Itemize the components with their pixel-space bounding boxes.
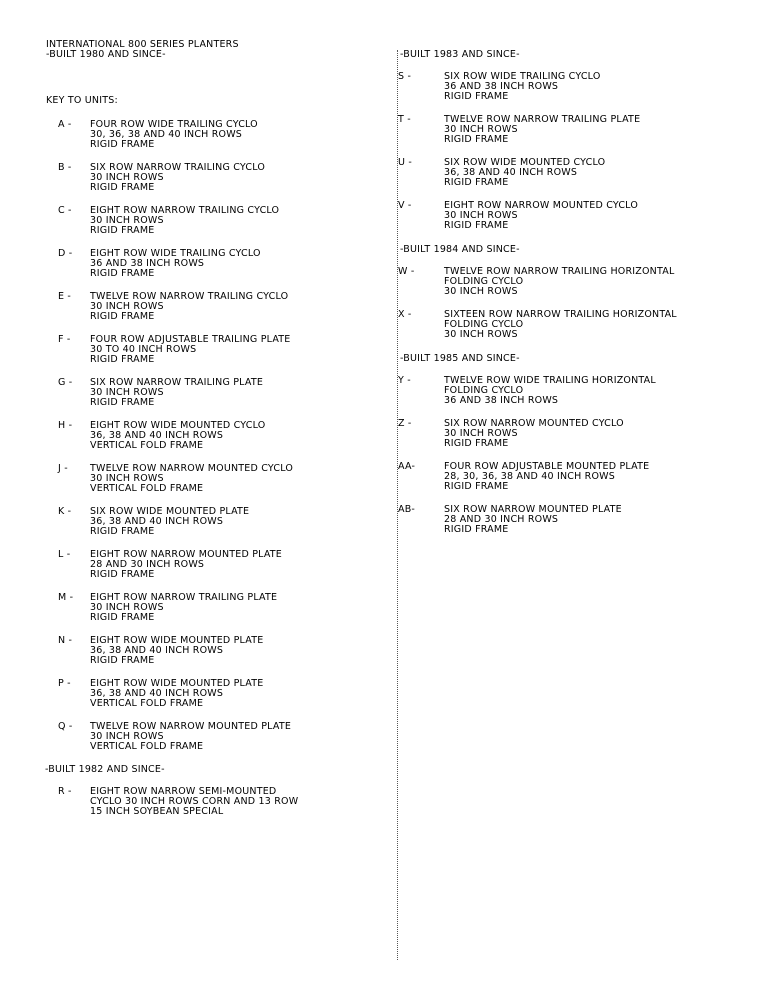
key-heading: KEY TO UNITS: (46, 95, 118, 106)
unit-code: H - (58, 420, 73, 431)
unit-detail: 36, 38 AND 40 INCH ROWS (90, 430, 224, 441)
unit-description: FOUR ROW WIDE TRAILING CYCLO (90, 119, 258, 130)
section-1982-units (46, 787, 376, 817)
unit-detail: 15 INCH SOYBEAN SPECIAL (90, 806, 224, 817)
unit-description: EIGHT ROW NARROW SEMI-MOUNTED (90, 786, 277, 797)
unit-description: EIGHT ROW NARROW TRAILING CYCLO (90, 205, 280, 216)
unit-code: L - (58, 549, 71, 560)
section-units (398, 72, 768, 231)
unit-code: G - (58, 377, 73, 388)
unit-detail: 30 INCH ROWS (90, 473, 164, 484)
unit-detail: RIGID FRAME (444, 481, 509, 492)
unit-detail: RIGID FRAME (444, 438, 509, 449)
unit-code: D - (58, 248, 73, 259)
unit-detail: 36, 38 AND 40 INCH ROWS (90, 688, 224, 699)
unit-detail: FOLDING CYCLO (444, 385, 524, 396)
unit-detail: RIGID FRAME (90, 397, 155, 408)
left-unit-list (46, 120, 376, 752)
unit-description: SIX ROW NARROW TRAILING PLATE (90, 377, 264, 388)
unit-entry (46, 550, 376, 580)
unit-detail: RIGID FRAME (90, 182, 155, 193)
section-label: -BUILT 1983 AND SINCE- (400, 49, 520, 60)
unit-entry (46, 679, 376, 709)
unit-detail: 28 AND 30 INCH ROWS (444, 514, 559, 525)
section-units (398, 267, 768, 340)
unit-description: EIGHT ROW WIDE MOUNTED CYCLO (90, 420, 266, 431)
right-section-list (398, 50, 768, 535)
unit-detail: 30, 36, 38 AND 40 INCH ROWS (90, 129, 243, 140)
unit-detail: RIGID FRAME (444, 524, 509, 535)
unit-code: Z - (398, 418, 412, 429)
unit-entry (46, 378, 376, 408)
document-title: INTERNATIONAL 800 SERIES PLANTERS (46, 39, 239, 50)
unit-detail: RIGID FRAME (90, 311, 155, 322)
unit-description: SIX ROW NARROW MOUNTED PLATE (444, 504, 622, 515)
unit-entry (46, 120, 376, 150)
unit-entry (46, 206, 376, 236)
unit-detail: 36, 38 AND 40 INCH ROWS (90, 516, 224, 527)
unit-code: S - (398, 71, 412, 82)
unit-description: SIX ROW WIDE TRAILING CYCLO (444, 71, 601, 82)
unit-detail: 30 INCH ROWS (444, 329, 518, 340)
unit-code: E - (58, 291, 72, 302)
unit-detail: VERTICAL FOLD FRAME (90, 440, 204, 451)
unit-detail: RIGID FRAME (444, 220, 509, 231)
page-header (46, 40, 239, 60)
unit-code: U - (398, 157, 413, 168)
unit-code: J - (58, 463, 68, 474)
unit-description: TWELVE ROW NARROW MOUNTED PLATE (90, 721, 292, 732)
unit-code: K - (58, 506, 72, 517)
unit-entry (46, 163, 376, 193)
unit-description: FOUR ROW ADJUSTABLE TRAILING PLATE (90, 334, 291, 345)
unit-description: TWELVE ROW NARROW TRAILING CYCLO (90, 291, 289, 302)
unit-entry (398, 505, 768, 535)
unit-description: EIGHT ROW WIDE TRAILING CYCLO (90, 248, 261, 259)
unit-detail: RIGID FRAME (90, 612, 155, 623)
unit-code: C - (58, 205, 72, 216)
unit-detail: RIGID FRAME (90, 268, 155, 279)
unit-detail: VERTICAL FOLD FRAME (90, 698, 204, 709)
unit-detail: VERTICAL FOLD FRAME (90, 483, 204, 494)
unit-code: Q - (58, 721, 73, 732)
right-column (398, 50, 768, 549)
section-1982 (46, 765, 376, 817)
unit-detail: RIGID FRAME (90, 655, 155, 666)
unit-detail: RIGID FRAME (90, 139, 155, 150)
section-units (398, 376, 768, 535)
unit-description: SIX ROW WIDE MOUNTED CYCLO (444, 157, 606, 168)
unit-description: EIGHT ROW NARROW MOUNTED PLATE (90, 549, 283, 560)
unit-entry (398, 310, 768, 340)
unit-detail: 30 INCH ROWS (444, 210, 518, 221)
unit-code: N - (58, 635, 73, 646)
unit-code: X - (398, 309, 412, 320)
built-section (398, 354, 768, 535)
unit-detail: 28 AND 30 INCH ROWS (90, 559, 205, 570)
unit-description: SIXTEEN ROW NARROW TRAILING HORIZONTAL (444, 309, 677, 320)
unit-detail: RIGID FRAME (90, 526, 155, 537)
unit-description: TWELVE ROW WIDE TRAILING HORIZONTAL (444, 375, 656, 386)
unit-description: TWELVE ROW NARROW MOUNTED CYCLO (90, 463, 294, 474)
unit-entry (46, 636, 376, 666)
unit-entry (398, 115, 768, 145)
unit-entry (398, 462, 768, 492)
unit-detail: RIGID FRAME (444, 177, 509, 188)
unit-detail: 36 AND 38 INCH ROWS (90, 258, 205, 269)
unit-code: Y - (398, 375, 411, 386)
unit-code: M - (58, 592, 74, 603)
unit-detail: 30 INCH ROWS (90, 301, 164, 312)
unit-code: AA- (398, 461, 416, 472)
unit-detail: 36, 38 AND 40 INCH ROWS (90, 645, 224, 656)
unit-description: FOUR ROW ADJUSTABLE MOUNTED PLATE (444, 461, 650, 472)
unit-detail: 30 INCH ROWS (90, 387, 164, 398)
unit-detail: 36, 38 AND 40 INCH ROWS (444, 167, 578, 178)
unit-code: P - (58, 678, 71, 689)
unit-code: B - (58, 162, 72, 173)
unit-detail: CYCLO 30 INCH ROWS CORN AND 13 ROW (90, 796, 299, 807)
unit-description: EIGHT ROW WIDE MOUNTED PLATE (90, 678, 264, 689)
unit-detail: FOLDING CYCLO (444, 319, 524, 330)
unit-description: EIGHT ROW WIDE MOUNTED PLATE (90, 635, 264, 646)
unit-detail: RIGID FRAME (444, 91, 509, 102)
unit-entry (398, 72, 768, 102)
unit-detail: 36 AND 38 INCH ROWS (444, 395, 559, 406)
unit-code: T - (398, 114, 411, 125)
unit-detail: 30 INCH ROWS (444, 428, 518, 439)
unit-detail: 30 INCH ROWS (444, 286, 518, 297)
unit-entry (46, 593, 376, 623)
unit-detail: 30 INCH ROWS (90, 602, 164, 613)
unit-detail: 30 INCH ROWS (90, 731, 164, 742)
unit-detail: RIGID FRAME (90, 569, 155, 580)
section-label: -BUILT 1984 AND SINCE- (400, 244, 520, 255)
left-column (46, 120, 376, 830)
unit-description: SIX ROW WIDE MOUNTED PLATE (90, 506, 250, 517)
unit-code: V - (398, 200, 412, 211)
unit-description: EIGHT ROW NARROW TRAILING PLATE (90, 592, 278, 603)
unit-description: SIX ROW NARROW TRAILING CYCLO (90, 162, 266, 173)
unit-entry (398, 267, 768, 297)
unit-entry (46, 249, 376, 279)
unit-detail: RIGID FRAME (90, 225, 155, 236)
unit-code: W - (398, 266, 415, 277)
unit-detail: 30 INCH ROWS (90, 172, 164, 183)
section-label: -BUILT 1982 AND SINCE- (45, 764, 165, 775)
unit-entry (398, 201, 768, 231)
unit-code: AB- (398, 504, 416, 515)
unit-description: SIX ROW NARROW MOUNTED CYCLO (444, 418, 624, 429)
unit-code: R - (58, 786, 72, 797)
unit-entry (46, 292, 376, 322)
unit-description: TWELVE ROW NARROW TRAILING PLATE (444, 114, 641, 125)
unit-detail: RIGID FRAME (90, 354, 155, 365)
unit-entry (398, 158, 768, 188)
unit-entry (46, 507, 376, 537)
unit-description: TWELVE ROW NARROW TRAILING HORIZONTAL (444, 266, 675, 277)
unit-description: EIGHT ROW NARROW MOUNTED CYCLO (444, 200, 639, 211)
built-section (398, 245, 768, 340)
unit-code: F - (58, 334, 71, 345)
unit-detail: RIGID FRAME (444, 134, 509, 145)
unit-entry (398, 376, 768, 406)
built-section (398, 50, 768, 231)
unit-detail: 28, 30, 36, 38 AND 40 INCH ROWS (444, 471, 615, 482)
unit-entry (46, 787, 376, 817)
unit-entry (398, 419, 768, 449)
unit-entry (46, 421, 376, 451)
unit-detail: 36 AND 38 INCH ROWS (444, 81, 559, 92)
unit-entry (46, 464, 376, 494)
unit-entry (46, 335, 376, 365)
built-1980-label: -BUILT 1980 AND SINCE- (46, 49, 166, 60)
unit-detail: 30 TO 40 INCH ROWS (90, 344, 197, 355)
section-label: -BUILT 1985 AND SINCE- (400, 353, 520, 364)
unit-code: A - (58, 119, 72, 130)
unit-detail: 30 INCH ROWS (90, 215, 164, 226)
unit-detail: FOLDING CYCLO (444, 276, 524, 287)
unit-entry (46, 722, 376, 752)
unit-detail: 30 INCH ROWS (444, 124, 518, 135)
unit-detail: VERTICAL FOLD FRAME (90, 741, 204, 752)
